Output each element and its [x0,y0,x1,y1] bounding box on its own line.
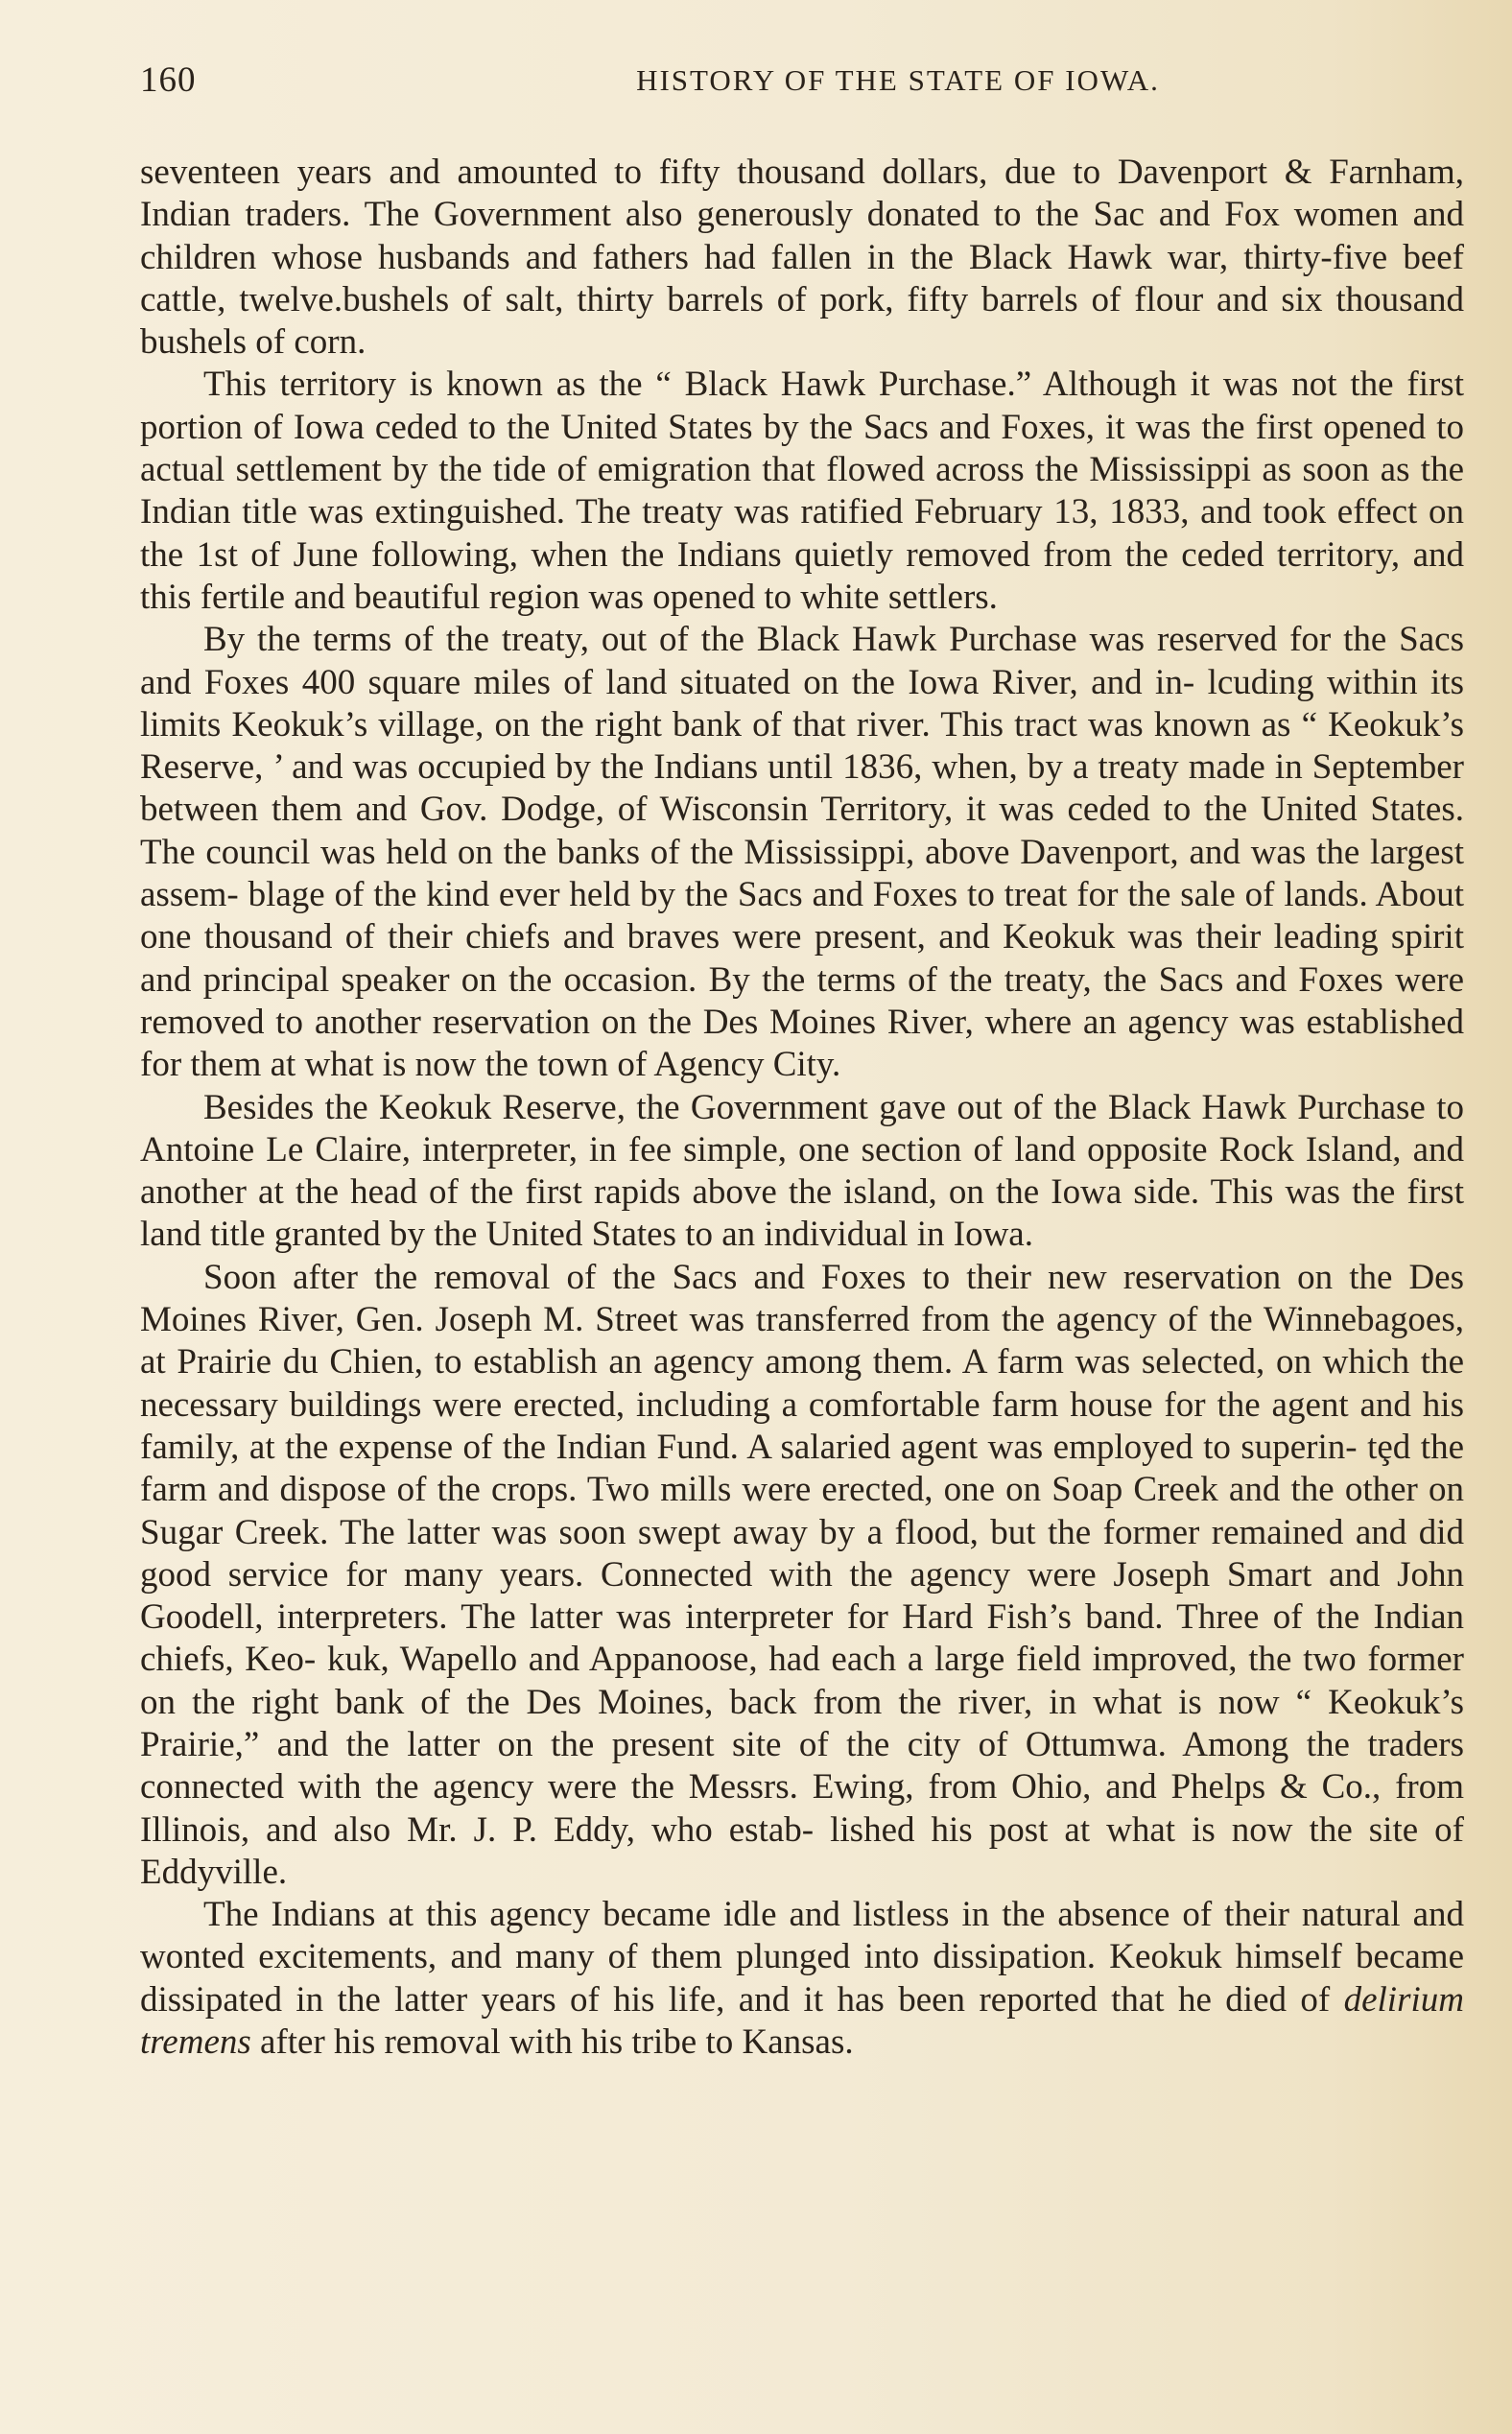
paragraph-5: Soon after the removal of the Sacs and Foxes to their new reservation on the Des Moines River, Gen. Joseph M. Street was transferred from the agency of the Winnebagoes, at Prairie du Chien, to establish an agency among them. A farm was selected, on which the necessary buildings were erected, including a comfortable farm house for the agent and his family, at the expense of the Indian Fund. A salaried agent was employed to superin- tȩd the farm and dispose of the crops. Two mills were erected, one on Soap Creek and the other on Sugar Creek. The latter was soon swept away by a flood, but the former remained and did good service for many years. Connected with the agency were Joseph Smart and John Goodell, interpreters. The latter was interpreter for Hard Fish’s band. Three of the Indian chiefs, Keo- kuk, Wapello and Appanoose, had each a large field improved, the two former on the right bank of the Des Moines, back from the river, in what is now “ Keokuk’s Prairie,” and the latter on the present site of the city of Ottumwa. Among the traders connected with the agency were the Messrs. Ewing, from Ohio, and Phelps & Co., from Illinois, and also Mr. J. P. Eddy, who estab- lished his post at what is now the site of Eddyville. [140,1257,1464,1892]
running-head [140,59,1464,117]
page-number: 160 [140,60,197,100]
paragraph-1: seventeen years and amounted to fifty thousand dollars, due to Davenport & Farnham, Indian traders. The Government also generously donated to the Sac and Fox women and children whose husbands and fathers had fallen in the Black Hawk war, thirty-five beef cattle, twelve.bushels of salt, thirty barrels of pork, fifty barrels of flour and six thousand bushels of corn. [140,153,1464,363]
paragraph-6-text-end: after his removal with his tribe to Kansas. [250,2022,854,2063]
book-page [140,59,1464,2400]
body-text [140,152,1464,2064]
paragraph-2: This territory is known as the “ Black Hawk Purchase.” Although it was not the first portion of Iowa ceded to the United States by the Sacs and Foxes, it was the first opened to actual settlement by the tide of emigration that flowed across the Mississippi as soon as the Indian title was extinguished. The treaty was ratified February 13, 1833, and took effect on the 1st of June following, when the Indians quietly removed from the ceded territory, and this fertile and beautiful region was opened to white settlers. [140,365,1464,617]
paragraph-6 [140,1894,1464,2064]
page-header-title: HISTORY OF THE STATE OF IOWA. [636,63,1160,97]
paragraph-3: By the terms of the treaty, out of the Black Hawk Purchase was reserved for the Sacs and Foxes 400 square miles of land situated on the Iowa River, and in- lcuding within its limits Keokuk’s village, on the right bank of that river. This tract was known as “ Keokuk’s Reserve, ’ and was occupied by the Indians until 1836, when, by a treaty made in September between them and Gov. Dodge, of Wisconsin Territory, it was ceded to the United States. The council was held on the banks of the Mississippi, above Davenport, and was the largest assem- blage of the kind ever held by the Sacs and Foxes to treat for the sale of lands. About one thousand of their chiefs and braves were present, and Keokuk was their leading spirit and principal speaker on the occasion. By the terms of the treaty, the Sacs and Foxes were removed to another reservation on the Des Moines River, where an agency was established for them at what is now the town of Agency City. [140,620,1464,1085]
paragraph-6-text: The Indians at this agency became idle and listless in the absence of their natural and wonted excitements, and many of them plunged into dissipation. Keokuk himself became dissipated in the latter years of his life, and it has been reported that he died of [140,1895,1464,2020]
paragraph-6-italic: delirium tremens [140,1979,1464,2063]
paragraph-4: Besides the Keokuk Reserve, the Government gave out of the Black Hawk Purchase to Antoine Le Claire, interpreter, in fee simple, one section of land opposite Rock Island, and another at the head of the first rapids above the island, on the Iowa side. This was the first land title granted by the United States to an individual in Iowa. [140,1087,1464,1255]
